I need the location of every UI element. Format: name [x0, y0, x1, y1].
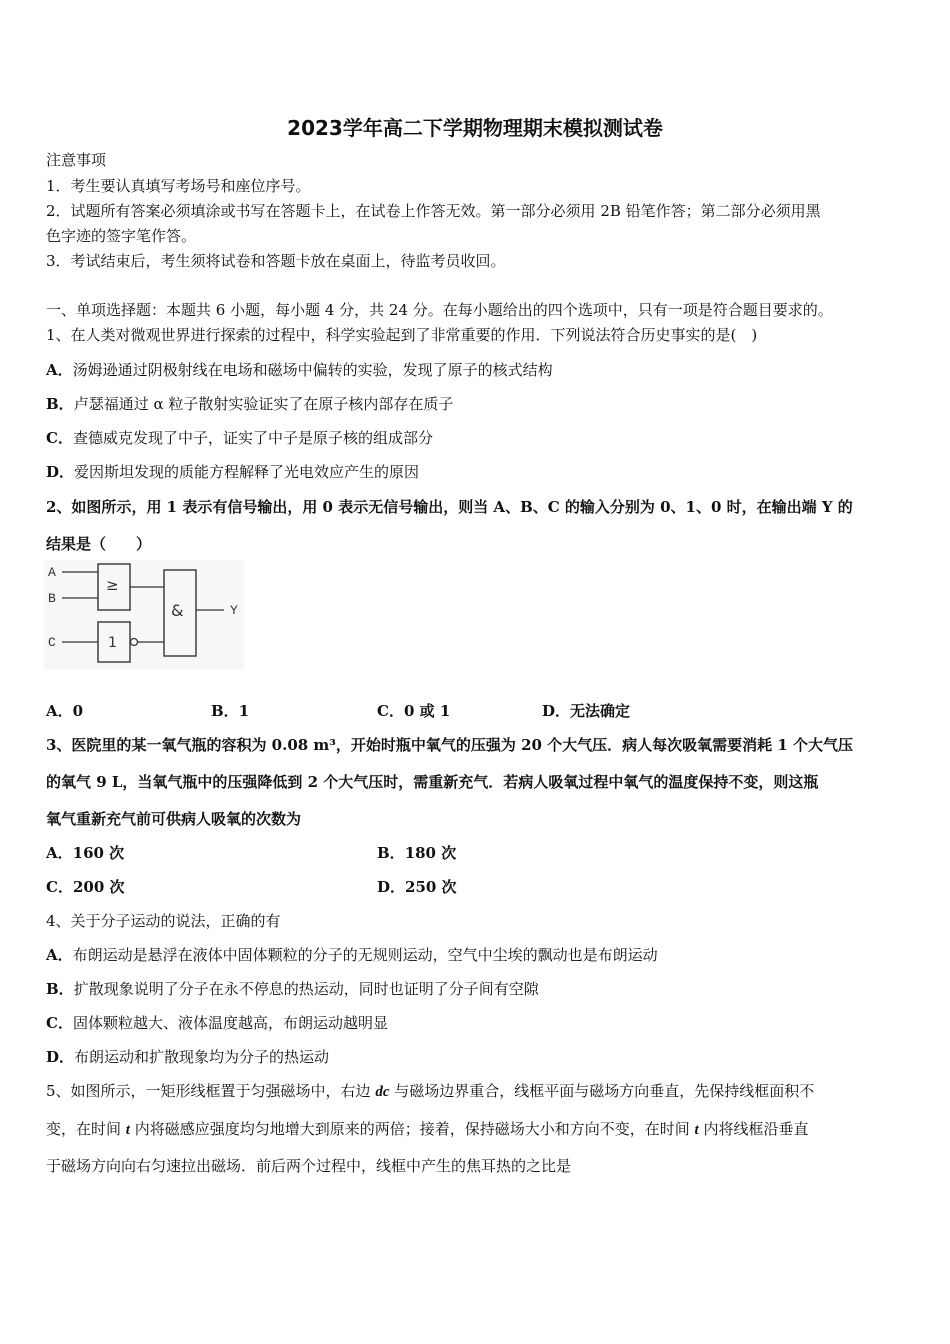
q5-stem-line1: [46, 1081, 906, 1102]
q5-stem-line2: [46, 1119, 906, 1140]
input-a-label: A: [48, 565, 56, 580]
option-text: 汤姆逊通过阴极射线在电场和磁场中偏转的实验，发现了原子的核式结构: [72, 361, 553, 379]
q3-option-d: [377, 877, 457, 897]
option-label: B．: [377, 844, 405, 862]
q2-stem-line1: 2、如图所示，用 1 表示有信号输出，用 0 表示无信号输出，则当 A、B、C 的输入分别为 0、1、0 时，在输出端 Y 的: [46, 498, 853, 516]
q5-text: 5、如图所示，一矩形线框置于匀强磁场中，右边: [46, 1082, 376, 1100]
option-label: D．: [377, 878, 406, 896]
notice-item-1: 1．考生要认真填写考场号和座位序号。: [46, 177, 311, 195]
option-text: 0: [72, 702, 84, 720]
option-text: 布朗运动和扩散现象均为分子的热运动: [74, 1048, 330, 1066]
not-gate-symbol: 1: [108, 635, 117, 651]
option-label: B．: [46, 395, 74, 413]
q4-stem: 4、关于分子运动的说法，正确的有: [46, 912, 281, 930]
option-text: 固体颗粒越大、液体温度越高，布朗运动越明显: [72, 1014, 388, 1032]
q4-option-d: [46, 1047, 906, 1067]
option-label: D．: [46, 1048, 75, 1066]
and-gate-symbol: &: [171, 601, 184, 620]
option-label: B．: [46, 980, 74, 998]
option-text: 无法确定: [570, 702, 631, 720]
q2-option-c: [377, 701, 450, 721]
q5-variable-t: t: [125, 1122, 130, 1138]
q3-option-b: [377, 843, 456, 863]
q3-option-a: [46, 843, 124, 863]
q1-option-d: [46, 462, 906, 482]
option-label: B．: [211, 702, 239, 720]
option-label: A．: [46, 702, 73, 720]
option-label: C．: [377, 702, 404, 720]
notice-heading: 注意事项: [46, 151, 107, 169]
option-label: A．: [46, 946, 73, 964]
q5-stem-line3: 于磁场方向向右匀速拉出磁场．前后两个过程中，线框中产生的焦耳热的之比是: [46, 1157, 572, 1175]
notice-item-2: 2．试题所有答案必须填涂或书写在答题卡上，在试卷上作答无效。第一部分必须用 2B 铅笔作答；第二部分必须用黑: [46, 202, 821, 220]
q1-option-c: [46, 428, 906, 448]
option-label: C．: [46, 878, 73, 896]
q5-text: 内将磁感应强度均匀地增大到原来的两倍；接着，保持磁场大小和方向不变，在时间: [129, 1120, 695, 1138]
q4-option-a: [46, 945, 906, 965]
q3-stem-line3: 氧气重新充气前可供病人吸氧的次数为: [46, 810, 302, 828]
option-label: A．: [46, 361, 73, 379]
q2-option-d: [542, 701, 630, 721]
option-label: A．: [46, 844, 73, 862]
q2-stem-line2: 结果是（ ）: [46, 535, 152, 553]
option-text: 160 次: [72, 844, 125, 862]
q3-stem-line2: 的氧气 9 L，当氧气瓶中的压强降低到 2 个大气压时，需重新充气．若病人吸氧过程中氧气的温度保持不变，则这瓶: [46, 773, 819, 791]
logic-gate-diagram: [44, 560, 244, 670]
q2-option-b: [211, 701, 249, 721]
q3-stem-line1: 3、医院里的某一氧气瓶的容积为 0.08 m³，开始时瓶中氧气的压强为 20 个大气压．病人每次吸氧需要消耗 1 个大气压: [46, 736, 854, 754]
q1-option-b: [46, 394, 906, 414]
notice-item-3: 3．考试结束后，考生须将试卷和答题卡放在桌面上，待监考员收回。: [46, 252, 506, 270]
option-text: 布朗运动是悬浮在液体中固体颗粒的分子的无规则运动，空气中尘埃的飘动也是布朗运动: [72, 946, 658, 964]
option-text: 卢瑟福通过 α 粒子散射实验证实了在原子核内部存在质子: [73, 395, 454, 413]
option-text: 180 次: [404, 844, 457, 862]
page-title: 2023学年高二下学期物理期末模拟测试卷: [287, 116, 663, 140]
option-text: 爱因斯坦发现的质能方程解释了光电效应产生的原因: [74, 463, 420, 481]
option-text: 扩散现象说明了分子在永不停息的热运动，同时也证明了分子间有空隙: [73, 980, 539, 998]
option-text: 200 次: [72, 878, 125, 896]
q5-variable-t: t: [694, 1122, 699, 1138]
input-c-label: C: [48, 635, 56, 650]
q5-text: 与磁场边界重合，线框平面与磁场方向垂直，先保持线框面积不: [389, 1082, 815, 1100]
q2-option-a: [46, 701, 83, 721]
q4-option-c: [46, 1013, 906, 1033]
option-text: 查德威克发现了中子，证实了中子是原子核的组成部分: [72, 429, 433, 447]
option-label: C．: [46, 1014, 73, 1032]
q3-option-c: [46, 877, 125, 897]
option-label: D．: [46, 463, 75, 481]
q1-stem: 1、在人类对微观世界进行探索的过程中，科学实验起到了非常重要的作用．下列说法符合历史事实的是( ): [46, 326, 758, 344]
option-text: 0 或 1: [403, 702, 451, 720]
diagram-background: [44, 560, 244, 670]
not-gate-bubble: [131, 639, 138, 646]
q5-text: 变，在时间: [46, 1120, 126, 1138]
option-text: 1: [238, 702, 250, 720]
or-gate-symbol: ≥: [106, 576, 119, 594]
q5-text: 内将线框沿垂直: [698, 1120, 809, 1138]
option-label: D．: [542, 702, 571, 720]
q4-option-b: [46, 979, 906, 999]
section-heading: 一、单项选择题：本题共 6 小题，每小题 4 分，共 24 分。在每小题给出的四个选项中，只有一项是符合题目要求的。: [46, 301, 833, 319]
output-y-label: Y: [230, 603, 238, 618]
q5-variable-dc: dc: [375, 1084, 390, 1100]
q1-option-a: [46, 360, 906, 380]
input-b-label: B: [48, 591, 56, 606]
option-label: C．: [46, 429, 73, 447]
notice-item-2-cont: 色字迹的签字笔作答。: [46, 227, 197, 245]
option-text: 250 次: [405, 878, 457, 896]
